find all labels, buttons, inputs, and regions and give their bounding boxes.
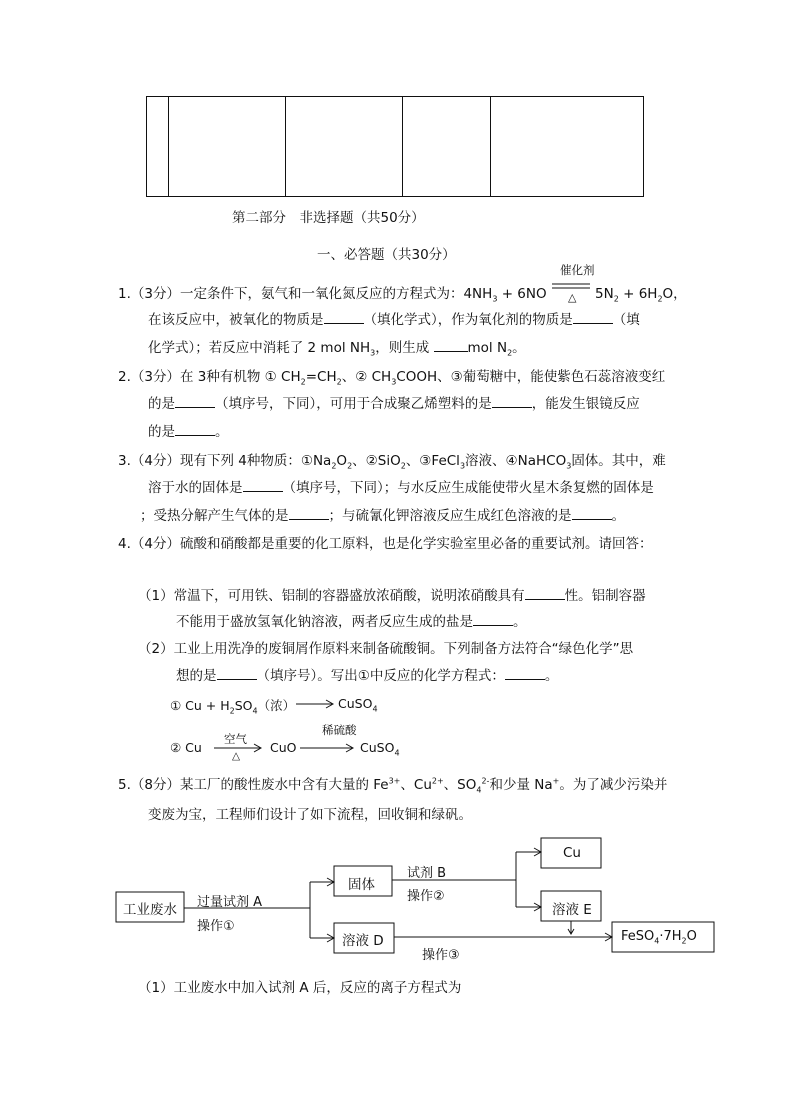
- q3-line-1: 3.（4分）现有下列 4种物质：$①Na_2O_2$、②SiO$_2$、③FeCl$_3$溶液、④NaHCO$_3$固体。其中，难: [118, 453, 666, 471]
- flow-op3: 操作③: [422, 948, 460, 963]
- air-label: 空气: [224, 732, 247, 746]
- answer-blank[interactable]: [573, 311, 613, 324]
- flow-diagram: [0, 830, 790, 970]
- table-column-divider: [402, 97, 403, 196]
- intermediate-cuo: CuO: [270, 740, 297, 755]
- answer-blank[interactable]: [217, 667, 257, 680]
- answer-blank[interactable]: [434, 339, 468, 352]
- flow-reagent-a: 过量试剂 A: [197, 895, 263, 910]
- flow-op1: 操作①: [197, 919, 235, 934]
- route-1-reactants: ① $Cu + H_2SO_4$（浓）: [170, 698, 296, 716]
- answer-table: [146, 96, 644, 197]
- q4-part-2-line-2: 想的是 （填序号）。写出①中反应的化学方程式： 。: [176, 668, 559, 684]
- answer-blank[interactable]: [324, 311, 364, 324]
- answer-blank[interactable]: [505, 667, 545, 680]
- route-1-product: CuSO$_4$: [338, 696, 378, 714]
- flow-solution-e: 溶液 E: [552, 902, 592, 918]
- q2-line-1: 2.（3分）在 3种有机物 ① $CH_2=CH_2$、② $CH_3COOH$、③葡萄糖中，能使紫色石蕊溶液变红: [118, 369, 666, 387]
- q2-line-3: 的是 。: [148, 424, 229, 440]
- q4-part-1-line-1: （1）常温下，可用铁、铝制的容器盛放浓硝酸，说明浓硝酸具有 性。铝制容器: [138, 588, 646, 604]
- answer-blank[interactable]: [175, 395, 215, 408]
- flow-reagent-b: 试剂 B: [407, 866, 447, 881]
- answer-blank[interactable]: [473, 613, 513, 626]
- flow-wastewater: 工业废水: [123, 902, 177, 918]
- q2-line-2: 的是 （填序号，下同），可用于合成聚乙烯塑料的是 ，能发生银镜反应: [148, 396, 640, 412]
- q1-products: $5N_2 + 6H_2O$，: [595, 286, 687, 304]
- q4-line-1: 4.（4分）硫酸和硝酸都是重要的化工原料，也是化学实验室里必备的重要试剂。请回答：: [118, 536, 653, 552]
- heat-symbol: △: [568, 291, 577, 304]
- q3-line-2: 溶于水的固体是 （填序号，下同）；与水反应生成能使带火星木条复燃的固体是: [148, 480, 654, 496]
- answer-blank[interactable]: [175, 423, 215, 436]
- route-2-reactant: ② Cu: [170, 740, 202, 755]
- flow-product: $FeSO_4\cdot 7H_2O$: [621, 929, 697, 946]
- q4-part-1-line-2: 不能用于盛放氢氧化钠溶液，两者反应生成的盐是 。: [176, 614, 527, 630]
- answer-blank[interactable]: [243, 479, 283, 492]
- route-2-product: CuSO$_4$: [360, 740, 400, 758]
- q1-line-2: 在该反应中，被氧化的物质是 （填化学式），作为氧化剂的物质是 （填: [148, 312, 640, 328]
- answer-blank[interactable]: [572, 507, 612, 520]
- q5-line-1: 5.（8分）某工厂的酸性废水中含有大量的 $Fe^{3+}$、$Cu^{2+}$、$SO_4^{2-}$和少量 Na+。为了减少污染并: [118, 776, 668, 795]
- q3-line-3: ；受热分解产生气体的是 ；与硫氰化钾溶液反应生成红色溶液的是 。: [140, 508, 625, 524]
- answer-blank[interactable]: [492, 395, 532, 408]
- flow-solid: 固体: [348, 877, 375, 893]
- table-column-divider: [490, 97, 491, 196]
- section-title: 第二部分 非选择题（共50分）: [232, 210, 425, 226]
- catalyst-label: 催化剂: [560, 263, 595, 277]
- dilute-acid-label: 稀硫酸: [322, 723, 357, 737]
- table-column-divider: [168, 97, 169, 196]
- flow-cu: Cu: [563, 845, 581, 861]
- q4-part-2-line-1: （2）工业上用洗净的废铜屑作原料来制备硫酸铜。下列制备方法符合“绿色化学”思: [138, 641, 634, 657]
- table-column-divider: [285, 97, 286, 196]
- answer-blank[interactable]: [525, 587, 565, 600]
- part-title: 一、必答题（共30分）: [317, 247, 456, 263]
- heat-symbol: △: [232, 750, 241, 762]
- q5-line-2: 变废为宝，工程师们设计了如下流程，回收铜和绿矾。: [148, 807, 472, 823]
- q1-line-1: 1.（3分）一定条件下，氨气和一氧化氮反应的方程式为：$4NH_3 + 6NO$: [118, 286, 547, 304]
- answer-blank[interactable]: [289, 507, 329, 520]
- flow-solution-d: 溶液 D: [342, 933, 384, 949]
- flow-op2: 操作②: [407, 889, 445, 904]
- q1-line-3: 化学式）；若反应中消耗了 2 mol $NH_3$，则生成 mol $N_2$。: [148, 340, 526, 358]
- reaction-arrow: [300, 742, 356, 754]
- q5-part-1: （1）工业废水中加入试剂 A 后，反应的离子方程式为: [138, 980, 462, 996]
- reaction-arrow: [296, 698, 336, 710]
